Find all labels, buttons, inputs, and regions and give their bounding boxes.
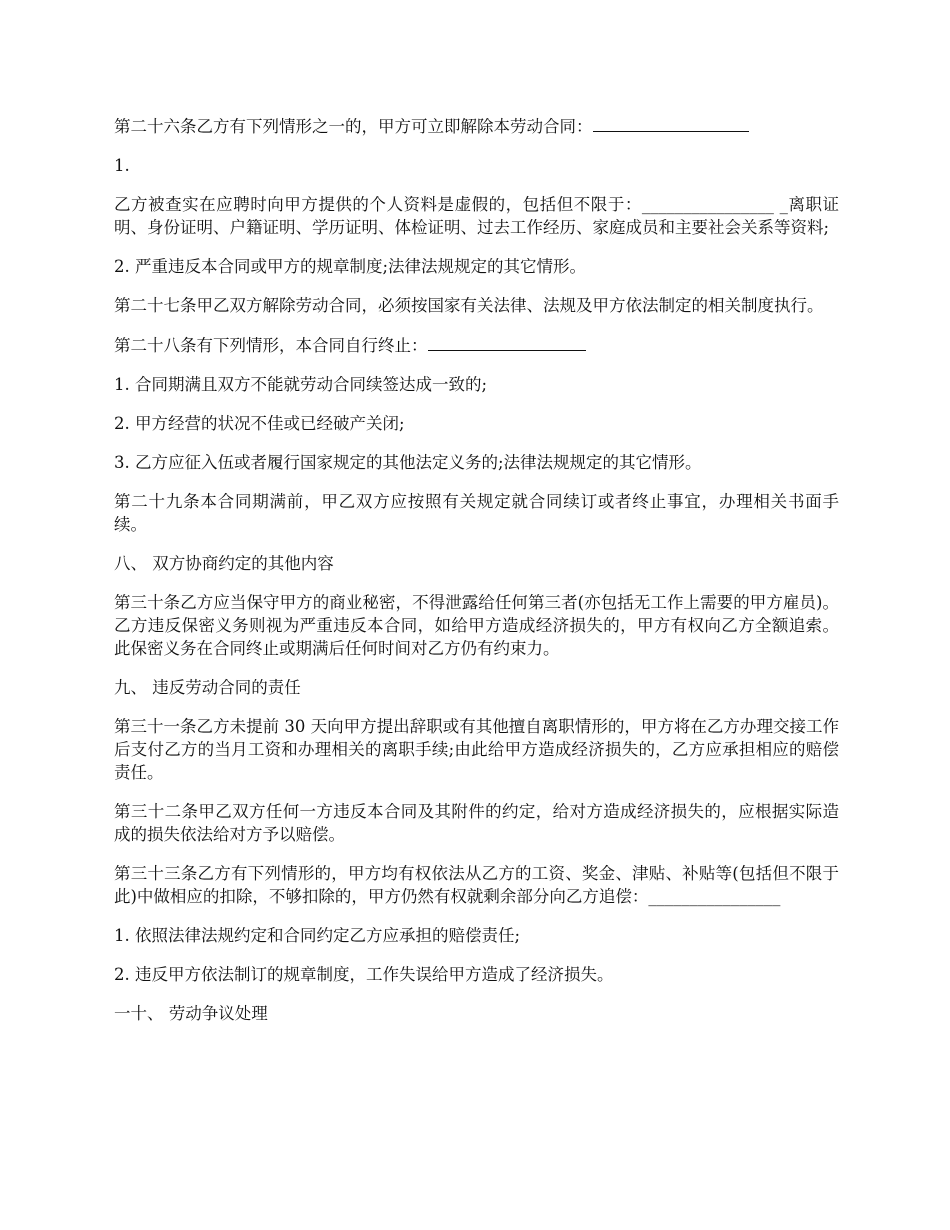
item-2: 2. 严重违反本合同或甲方的规章制度;法律法规规定的其它情形。 (114, 257, 587, 276)
article-29: 第二十九条本合同期满前，甲乙双方应按照有关规定就合同续订或者终止事宜，办理相关书面手续。 (114, 492, 839, 534)
article-27: 第二十七条甲乙双方解除劳动合同，必须按国家有关法律、法规及甲方依法制定的相关制度执行。 (114, 296, 824, 315)
article-28 (114, 333, 839, 357)
deduction-item-2: 2. 违反甲方依法制订的规章制度，工作失误给甲方造成了经济损失。 (114, 965, 614, 984)
deduction-item-1: 1. 依照法律法规约定和合同约定乙方应承担的赔偿责任; (114, 926, 521, 945)
article-26 (114, 114, 839, 138)
article-30: 第三十条乙方应当保守甲方的商业秘密，不得泄露给任何第三者(亦包括无工作上需要的甲方雇员)。乙方违反保密义务则视为严重违反本合同，如给甲方造成经济损失的，甲方有权向乙方全额追索。此保密义务在合同终止或期满后任何时间对乙方仍有约束力。 (114, 593, 839, 658)
article-26-text: 第二十六条乙方有下列情形之一的，甲方可立即解除本劳动合同： (114, 117, 593, 136)
section-9-heading: 九、 违反劳动合同的责任 (114, 678, 301, 697)
section-8-heading: 八、 双方协商约定的其他内容 (114, 554, 334, 573)
termination-item-1: 1. 合同期满且双方不能就劳动合同续签达成一致的; (114, 375, 488, 394)
fill-in-blank (428, 333, 586, 351)
fill-in-blank (593, 114, 749, 132)
article-31: 第三十一条乙方未提前 30 天向甲方提出辞职或有其他擅自离职情形的，甲方将在乙方办理交接工作后支付乙方的当月工资和办理相关的离职手续;由此给甲方造成经济损失的，乙方应承担相应的赔偿责任。 (114, 717, 839, 782)
section-10-heading: 一十、 劳动争议处理 (114, 1004, 268, 1023)
termination-item-2: 2. 甲方经营的状况不佳或已经破产关闭; (114, 414, 405, 433)
article-28-text: 第二十八条有下列情形，本合同自行终止： (114, 336, 428, 355)
article-33: 第三十三条乙方有下列情形的，甲方均有权依法从乙方的工资、奖金、津贴、补贴等(包括但不限于此)中做相应的扣除，不够扣除的，甲方仍然有权就剩余部分向乙方追偿：________________ (114, 864, 839, 906)
termination-item-3: 3. 乙方应征入伍或者履行国家规定的其他法定义务的;法律法规规定的其它情形。 (114, 453, 702, 472)
item-1-number: 1. (114, 156, 130, 175)
article-32: 第三十二条甲乙双方任何一方违反本合同及其附件的约定，给对方造成经济损失的，应根据实际造成的损失依法给对方予以赔偿。 (114, 802, 839, 844)
item-1-text: 乙方被查实在应聘时向甲方提供的个人资料是虚假的，包括但不限于：________________ _离职证明、身份证明、户籍证明、学历证明、体检证明、过去工作经历、家庭成员和主要社会关系等资料; (114, 195, 839, 237)
